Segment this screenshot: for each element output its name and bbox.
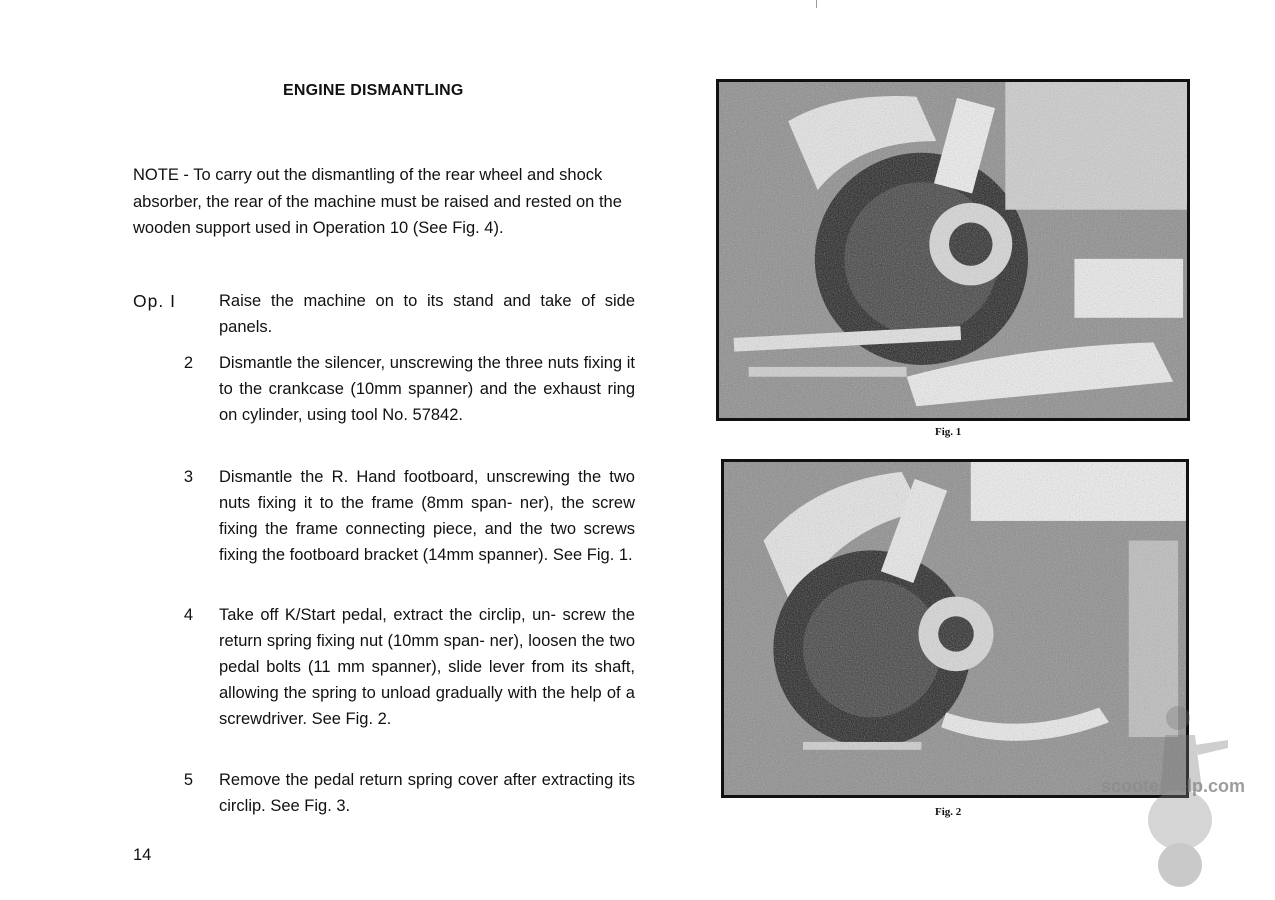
note-paragraph: NOTE - To carry out the dismantling of the rear wheel and shock absorber, the rear of the machine must be raised and rested on the wooden support used in Operation 10 (See Fig. 4). [133, 166, 622, 237]
operation-number: Op. I [133, 291, 176, 311]
operation-number: 5 [183, 771, 193, 789]
operation-text: Raise the machine on to its stand and take of side panels. [219, 292, 635, 336]
figure-2-photo [721, 459, 1189, 798]
page-number: 14 [133, 846, 152, 864]
site-watermark: scooterhelp.com [1101, 776, 1246, 796]
operation-number: 3 [183, 468, 193, 486]
operation-text: Dismantle the R. Hand footboard, unscrewing the two nuts fixing it to the frame (8mm span- ner), the screw fixing the frame connecting piece, and the two screws fixing the footboard bracket (14mm spanner). See Fig. 1. [219, 468, 635, 564]
page-title: ENGINE DISMANTLING [283, 82, 464, 99]
operation-number: 2 [183, 354, 193, 372]
operation-text: Take off K/Start pedal, extract the circlip, un- screw the return spring fixing nut (10mm span- ner), loosen the two pedal bolts (11 mm spanner), slide lever from its shaft, allowing the spring to unload gradually with the help of a screwdriver. See Fig. 2. [219, 606, 635, 728]
operation-text: Dismantle the silencer, unscrewing the three nuts fixing it to the crankcase (10mm spanner) and the exhaust ring on cylinder, using tool No. 57842. [219, 354, 635, 424]
operation-number: 4 [183, 606, 193, 624]
page-edge-mark [816, 0, 817, 8]
figure-1-photo [716, 79, 1190, 421]
figure-2-caption: Fig. 2 [935, 806, 962, 818]
figure-1-caption: Fig. 1 [935, 426, 962, 438]
operation-text: Remove the pedal return spring cover after extracting its circlip. See Fig. 3. [219, 771, 635, 815]
